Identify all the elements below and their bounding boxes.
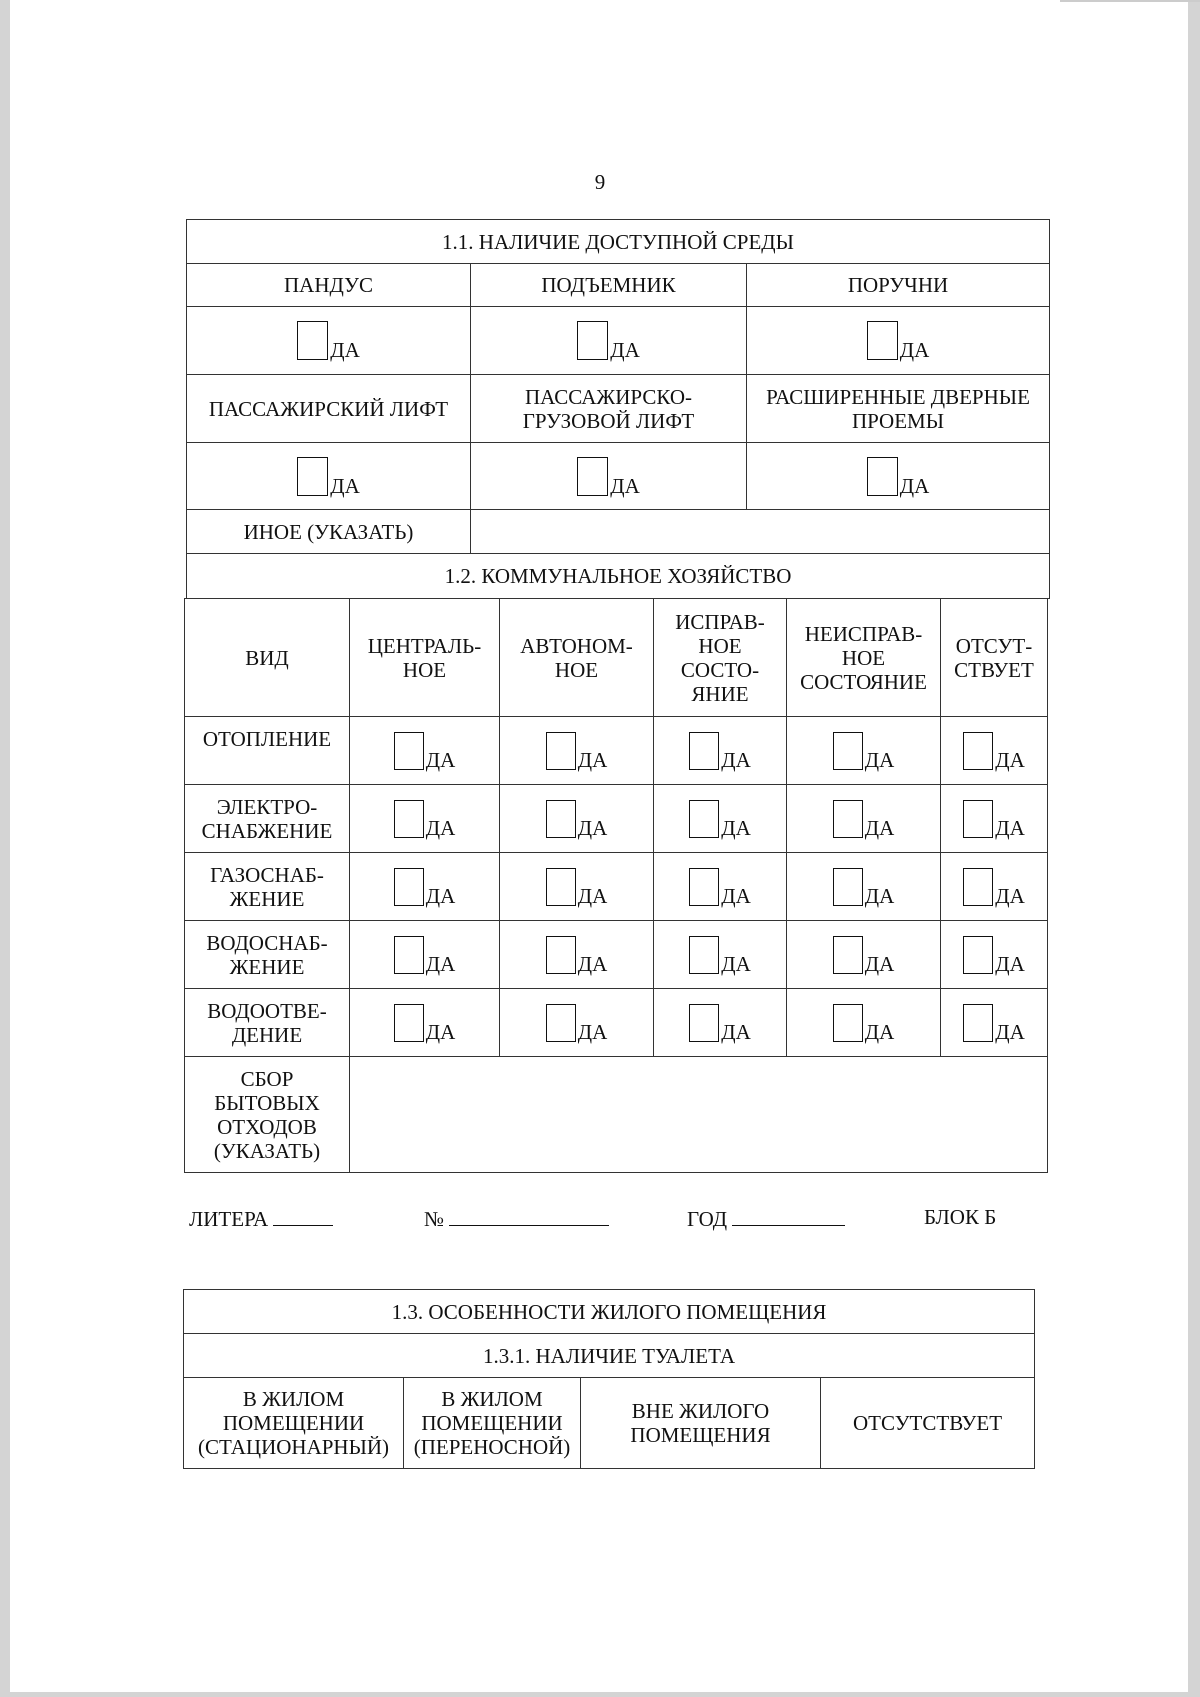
wide-doorways-checkbox[interactable] bbox=[867, 457, 898, 496]
label-handrails: ПОРУЧНИ bbox=[747, 264, 1050, 307]
passenger-elevator-checkbox[interactable] bbox=[297, 457, 328, 496]
yes-label: ДА bbox=[610, 338, 640, 362]
section-title: 1.2. КОММУНАЛЬНОЕ ХОЗЯЙСТВО bbox=[187, 554, 1050, 599]
table-cell bbox=[941, 921, 1048, 989]
table-cell bbox=[500, 717, 654, 785]
gas-autonomous-checkbox[interactable] bbox=[546, 868, 576, 906]
gas-absent-checkbox[interactable] bbox=[963, 868, 993, 906]
yes-label: ДА bbox=[995, 1019, 1025, 1044]
table-cell bbox=[654, 785, 787, 853]
dwelling-features-table bbox=[183, 1289, 1035, 1469]
row-water-supply: ВОДОСНАБ-ЖЕНИЕ bbox=[185, 921, 350, 989]
subsection-title: 1.3.1. НАЛИЧИЕ ТУАЛЕТА bbox=[184, 1334, 1035, 1378]
ramp-checkbox[interactable] bbox=[297, 321, 328, 360]
gas-central-checkbox[interactable] bbox=[394, 868, 424, 906]
row-sewerage: ВОДООТВЕ-ДЕНИЕ bbox=[185, 989, 350, 1057]
header-absent: ОТСУТ-СТВУЕТ bbox=[941, 599, 1048, 717]
row-heating: ОТОПЛЕНИЕ bbox=[185, 717, 350, 785]
sewerage-working-checkbox[interactable] bbox=[689, 1004, 719, 1042]
waste-collection-input[interactable] bbox=[350, 1057, 1048, 1173]
yes-label: ДА bbox=[721, 883, 751, 908]
handrails-cell bbox=[747, 307, 1050, 375]
sewerage-autonomous-checkbox[interactable] bbox=[546, 1004, 576, 1042]
yes-label: ДА bbox=[864, 883, 895, 908]
yes-label: ДА bbox=[721, 951, 751, 976]
gas-faulty-checkbox[interactable] bbox=[833, 868, 863, 906]
toilet-outside: ВНЕ ЖИЛОГО ПОМЕЩЕНИЯ bbox=[581, 1378, 821, 1469]
table-cell bbox=[787, 989, 941, 1057]
row-gas: ГАЗОСНАБ-ЖЕНИЕ bbox=[185, 853, 350, 921]
heating-faulty-checkbox[interactable] bbox=[833, 732, 863, 770]
year-input[interactable] bbox=[732, 1205, 845, 1226]
yes-label: ДА bbox=[577, 747, 608, 772]
yes-label: ДА bbox=[577, 883, 608, 908]
other-input[interactable] bbox=[471, 510, 1050, 554]
yes-label: ДА bbox=[864, 951, 895, 976]
sewerage-central-checkbox[interactable] bbox=[394, 1004, 424, 1042]
table-cell bbox=[350, 853, 500, 921]
row-waste-collection: СБОР БЫТОВЫХ ОТХОДОВ (УКАЗАТЬ) bbox=[185, 1057, 350, 1173]
water-faulty-checkbox[interactable] bbox=[833, 936, 863, 974]
yes-label: ДА bbox=[721, 815, 751, 840]
toilet-stationary: В ЖИЛОМ ПОМЕЩЕНИИ (СТАЦИОНАРНЫЙ) bbox=[184, 1378, 404, 1469]
water-absent-checkbox[interactable] bbox=[963, 936, 993, 974]
lift-platform-checkbox[interactable] bbox=[577, 321, 608, 360]
water-central-checkbox[interactable] bbox=[394, 936, 424, 974]
yes-label: ДА bbox=[330, 473, 360, 498]
table-cell bbox=[500, 989, 654, 1057]
label-other: ИНОЕ (УКАЗАТЬ) bbox=[187, 510, 471, 554]
yes-label: ДА bbox=[995, 815, 1025, 840]
water-autonomous-checkbox[interactable] bbox=[546, 936, 576, 974]
utilities-table bbox=[184, 598, 1048, 1173]
electricity-central-checkbox[interactable] bbox=[394, 800, 424, 838]
header-faulty: НЕИСПРАВ-НОЕ СОСТОЯНИЕ bbox=[787, 599, 941, 717]
scan-edge bbox=[1060, 0, 1200, 2]
table-cell bbox=[941, 989, 1048, 1057]
table-cell bbox=[787, 785, 941, 853]
electricity-autonomous-checkbox[interactable] bbox=[546, 800, 576, 838]
wide-doorways-cell bbox=[747, 443, 1050, 510]
freight-elevator-cell bbox=[471, 443, 747, 510]
yes-label: ДА bbox=[425, 747, 456, 772]
table-cell bbox=[787, 853, 941, 921]
year-field bbox=[687, 1205, 845, 1232]
freight-elevator-checkbox[interactable] bbox=[577, 457, 608, 496]
yes-label: ДА bbox=[995, 883, 1025, 908]
table-cell bbox=[941, 717, 1048, 785]
electricity-faulty-checkbox[interactable] bbox=[833, 800, 863, 838]
litera-input[interactable] bbox=[273, 1205, 333, 1226]
yes-label: ДА bbox=[995, 951, 1025, 976]
number-label: № bbox=[424, 1207, 445, 1231]
yes-label: ДА bbox=[577, 951, 608, 976]
label-passenger-elevator: ПАССАЖИРСКИЙ ЛИФТ bbox=[187, 375, 471, 443]
toilet-portable: В ЖИЛОМ ПОМЕЩЕНИИ (ПЕРЕНОСНОЙ) bbox=[404, 1378, 581, 1469]
header-working: ИСПРАВ-НОЕ СОСТО-ЯНИЕ bbox=[654, 599, 787, 717]
ramp-cell bbox=[187, 307, 471, 375]
toilet-absent: ОТСУТСТВУЕТ bbox=[821, 1378, 1035, 1469]
table-cell bbox=[787, 921, 941, 989]
accessible-environment-table bbox=[186, 219, 1050, 599]
yes-label: ДА bbox=[721, 1019, 751, 1044]
yes-label: ДА bbox=[577, 815, 608, 840]
yes-label: ДА bbox=[721, 747, 751, 772]
page-number: 9 bbox=[594, 170, 606, 194]
yes-label: ДА bbox=[577, 1019, 608, 1044]
yes-label: ДА bbox=[425, 951, 456, 976]
row-electricity: ЭЛЕКТРО-СНАБЖЕНИЕ bbox=[185, 785, 350, 853]
year-label: ГОД bbox=[687, 1207, 728, 1231]
yes-label: ДА bbox=[864, 815, 895, 840]
gas-working-checkbox[interactable] bbox=[689, 868, 719, 906]
label-freight-elevator: ПАССАЖИРСКО-ГРУЗОВОЙ ЛИФТ bbox=[471, 375, 747, 443]
block-label: БЛОК Б bbox=[924, 1205, 997, 1229]
header-type: ВИД bbox=[185, 599, 350, 717]
header-autonomous: АВТОНОМ-НОЕ bbox=[500, 599, 654, 717]
yes-label: ДА bbox=[330, 338, 360, 362]
table-cell bbox=[500, 921, 654, 989]
section-title: 1.3. ОСОБЕННОСТИ ЖИЛОГО ПОМЕЩЕНИЯ bbox=[184, 1290, 1035, 1334]
litera-label: ЛИТЕРА bbox=[189, 1207, 269, 1231]
yes-label: ДА bbox=[864, 747, 895, 772]
table-cell bbox=[654, 921, 787, 989]
table-cell bbox=[500, 785, 654, 853]
number-input[interactable] bbox=[449, 1205, 609, 1226]
yes-label: ДА bbox=[899, 473, 930, 498]
heating-absent-checkbox[interactable] bbox=[963, 732, 993, 770]
yes-label: ДА bbox=[425, 883, 456, 908]
table-cell bbox=[350, 989, 500, 1057]
yes-label: ДА bbox=[995, 747, 1025, 772]
yes-label: ДА bbox=[610, 473, 640, 498]
litera-field bbox=[189, 1205, 333, 1232]
header-central: ЦЕНТРАЛЬ-НОЕ bbox=[350, 599, 500, 717]
heating-central-checkbox[interactable] bbox=[394, 732, 424, 770]
label-lift-platform: ПОДЪЕМНИК bbox=[471, 264, 747, 307]
heating-working-checkbox[interactable] bbox=[689, 732, 719, 770]
table-cell bbox=[787, 717, 941, 785]
electricity-absent-checkbox[interactable] bbox=[963, 800, 993, 838]
yes-label: ДА bbox=[899, 338, 930, 362]
table-cell bbox=[350, 717, 500, 785]
water-working-checkbox[interactable] bbox=[689, 936, 719, 974]
yes-label: ДА bbox=[425, 815, 456, 840]
lift-platform-cell bbox=[471, 307, 747, 375]
sewerage-faulty-checkbox[interactable] bbox=[833, 1004, 863, 1042]
label-wide-doorways: РАСШИРЕННЫЕ ДВЕРНЫЕ ПРОЕМЫ bbox=[747, 375, 1050, 443]
passenger-elevator-cell bbox=[187, 443, 471, 510]
table-cell bbox=[654, 717, 787, 785]
handrails-checkbox[interactable] bbox=[867, 321, 898, 360]
table-cell bbox=[350, 785, 500, 853]
electricity-working-checkbox[interactable] bbox=[689, 800, 719, 838]
yes-label: ДА bbox=[864, 1019, 895, 1044]
sewerage-absent-checkbox[interactable] bbox=[963, 1004, 993, 1042]
table-cell bbox=[941, 785, 1048, 853]
table-cell bbox=[350, 921, 500, 989]
table-cell bbox=[500, 853, 654, 921]
section-title: 1.1. НАЛИЧИЕ ДОСТУПНОЙ СРЕДЫ bbox=[187, 220, 1050, 264]
label-ramp: ПАНДУС bbox=[187, 264, 471, 307]
table-cell bbox=[654, 853, 787, 921]
number-field bbox=[424, 1205, 609, 1232]
heating-autonomous-checkbox[interactable] bbox=[546, 732, 576, 770]
table-cell bbox=[654, 989, 787, 1057]
yes-label: ДА bbox=[425, 1019, 456, 1044]
table-cell bbox=[941, 853, 1048, 921]
